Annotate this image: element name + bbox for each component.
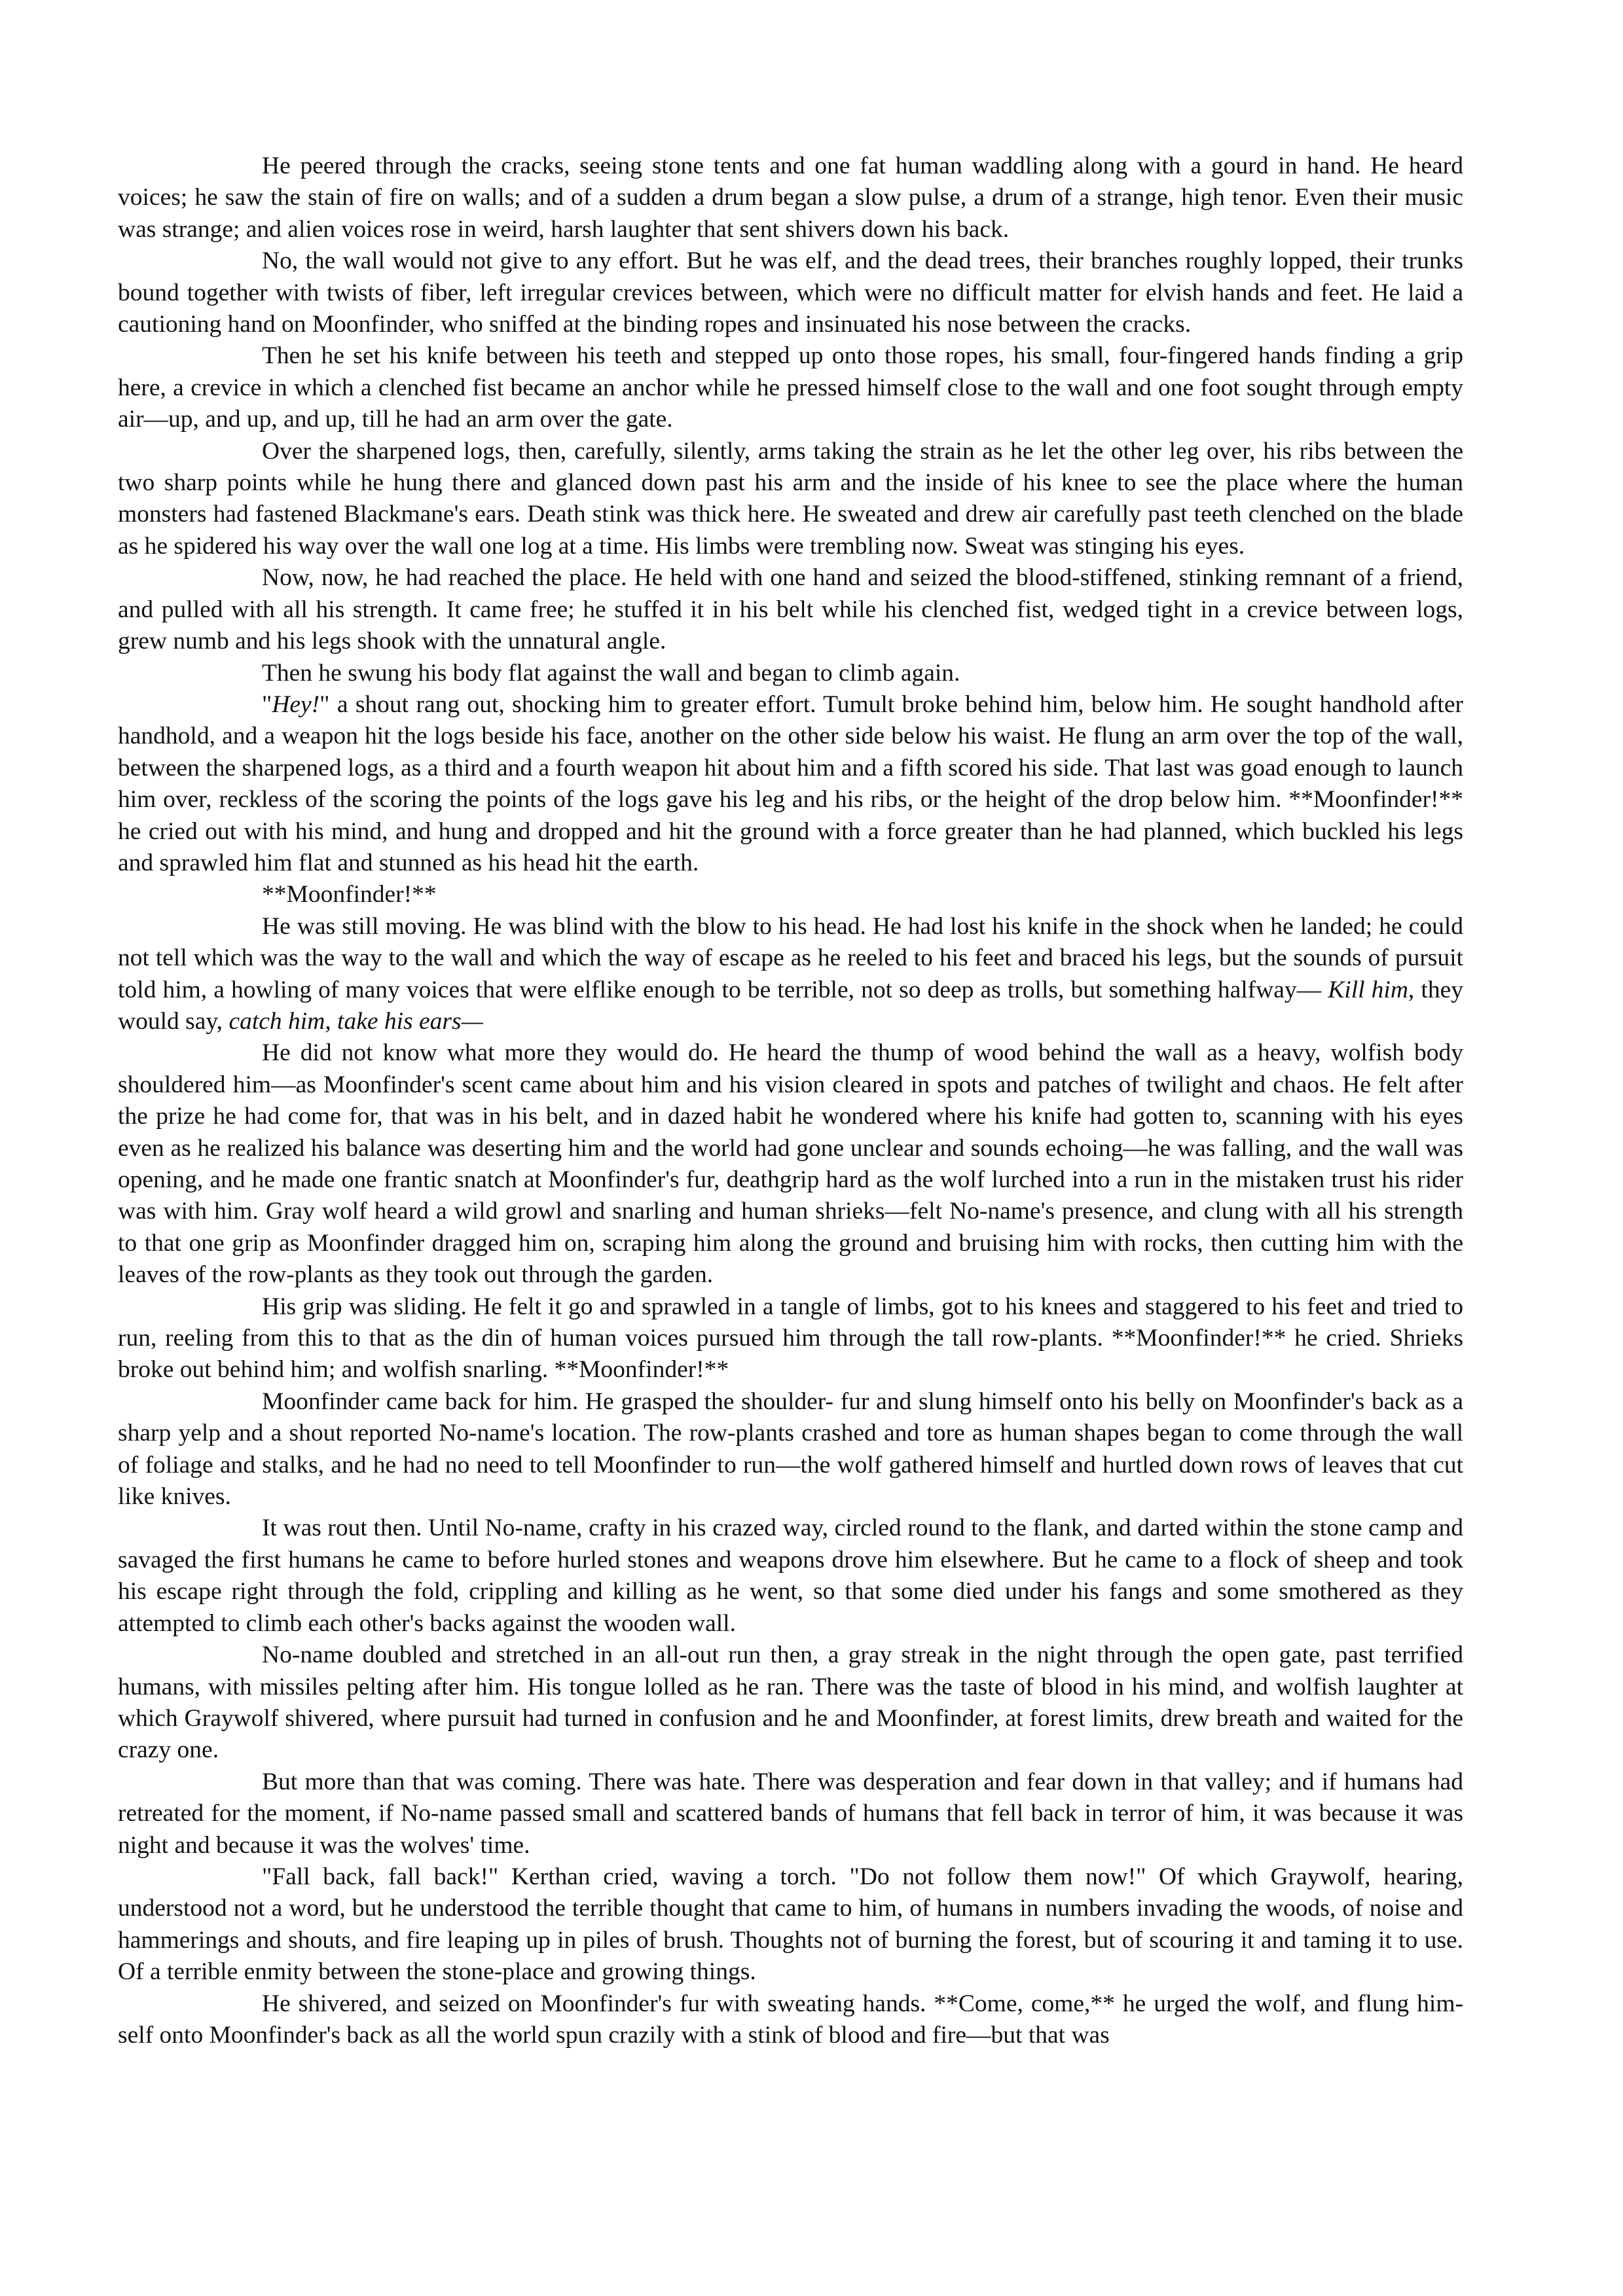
paragraph: Moonfinder came back for him. He grasped the shoulder- fur and slung himself onto his belly on Moonfinder's back as a sharp yelp and a shout reported No-name's location. The row-plants crashed and tore as human shapes began to come through the wall of foliage and stalks, and he had no need to tell Moonfinder to run—the wolf gathered himself and hurtled down rows of leaves that cut like knives. (118, 1388, 1463, 1511)
paragraph: But more than that was coming. There was hate. There was desperation and fear down in that valley; and if humans had retreated for the moment, if No-name passed small and scattered bands of humans that fell back in terror of him, it was because it was night and because it was the wolves' time. (118, 1768, 1463, 1859)
paragraph: No, the wall would not give to any effort. But he was elf, and the dead trees, their branches roughly lopped, their trunks bound together with twists of fiber, left irregular crevices between, which were no difficult matter for elvish hands and feet. He laid a cautioning hand on Moonfinder, who sniffed at the binding ropes and insinuated his nose between the cracks. (118, 247, 1463, 338)
paragraph: No-name doubled and stretched in an all-out run then, a gray streak in the night through the open gate, past terrified humans, with missiles pelting after him. His tongue lolled as he ran. There was the taste of blood in his mind, and wolfish laughter at which Graywolf shivered, where pursuit had turned in confusion and he and Moonfinder, at forest limits, drew breath and waited for the crazy one. (118, 1641, 1463, 1764)
document-page (118, 151, 1463, 2051)
paragraph-text-segment: He was still moving. He was blind with the blow to his head. He had lost his knife in the shock when he landed; he could not tell which was the way to the wall and which the way of escape as he reeled to his feet and braced his legs, but the sounds of pursuit told him, a howling of many voices that were elflike enough to be terrible, not so deep as trolls, but something halfway— (118, 912, 1463, 1003)
italic-text: catch him, take his ears— (228, 1007, 483, 1035)
paragraph: He did not know what more they would do. He heard the thump of wood behind the wall as a heavy, wolfish body shouldered him—as Moonfinder's scent came about him and his vision cleared in spots and patches of twilight and chaos. He felt after the prize he had come for, that was in his belt, and in dazed habit he wondered where his knife had gotten to, scanning with his eyes even as he realized his balance was deserting him and the world had gone unclear and sounds echoing—he was falling, and the wall was opening, and he made one frantic snatch at Moonfinder's fur, deathgrip hard as the wolf lurched into a run in the mistaken trust his rider was with him. Gray wolf heard a wild growl and snarling and human shrieks—felt No-name's presence, and clung with all his strength to that one grip as Moonfinder dragged him on, scraping him along the ground and bruising him with rocks, then cutting him with the leaves of the row-plants as they took out through the garden. (118, 1039, 1463, 1289)
italic-text: Kill him (1328, 976, 1408, 1003)
paragraph: Then he swung his body flat against the wall and began to climb again. (262, 659, 960, 687)
paragraph: "Fall back, fall back!" Kerthan cried, waving a torch. "Do not follow them now!" Of which Graywolf, hearing, understood not a word, but he understood the terrible thought that came to him, of humans in numbers invading the woods, of noise and hammerings and shouts, and fire leaping up in piles of brush. Thoughts not of burning the forest, but of scouring it and taming it to use. Of a terrible enmity between the stone-place and growing things. (118, 1863, 1463, 1986)
paragraph (118, 689, 1463, 879)
paragraph-text-segment: , they would say, (118, 976, 1463, 1035)
paragraph: Now, now, he had reached the place. He held with one hand and seized the blood-stiffened, stinking remnant of a friend, and pulled with all his strength. It came free; he stuffed it in his belt while his clenched fist, wedged tight in a crevice between logs, grew numb and his legs shook with the unnatural angle. (118, 564, 1463, 655)
paragraph: **Moonfinder!** (262, 881, 437, 908)
paragraph: He peered through the cracks, seeing stone tents and one fat human waddling along with a gourd in hand. He heard voices; he saw the stain of fire on walls; and of a sudden a drum began a slow pulse, a drum of a strange, high tenor. Even their music was strange; and alien voices rose in weird, harsh laughter that sent shivers down his back. (118, 152, 1463, 243)
italic-text: Hey! (272, 691, 320, 718)
paragraph: His grip was sliding. He felt it go and sprawled in a tangle of limbs, got to his knees and staggered to his feet and tried to run, reeling from this to that as the din of human voices pursued him through the tall row-plants. **Moonfinder!** he cried. Shrieks broke out behind him; and wolfish snarling. **Moonfinder!** (118, 1293, 1463, 1384)
paragraph: He shivered, and seized on Moonfinder's fur with sweating hands. **Come, come,** he urged the wolf, and flung him- self onto Moonfinder's back as all the world spun crazily with a stink of blood and fire—but that was (118, 1990, 1463, 2049)
paragraph-text-segment: " a shout rang out, shocking him to greater effort. Tumult broke behind him, below him. He sought handhold after handhold, and a weapon hit the logs beside his face, another on the other side below his waist. He flung an arm over the top of the wall, between the sharpened logs, as a third and a fourth weapon hit about him and a fifth scored his side. That last was goad enough to launch him over, reckless of the scoring the points of the logs gave his leg and his ribs, or the height of the drop below him. **Moonfinder!** he cried out with his mind, and hung and dropped and hit the ground with a force greater than he had planned, which buckled his legs and sprawled him flat and stunned as his head hit the earth. (118, 691, 1464, 876)
paragraph (118, 911, 1463, 1038)
paragraph: Over the sharpened logs, then, carefully, silently, arms taking the strain as he let the other leg over, his ribs between the two sharp points while he hung there and glanced down past his arm and the inside of his knee to see the place where the human monsters had fastened Blackmane's ears. Death stink was thick here. He sweated and drew air carefully past teeth clenched on the blade as he spidered his way over the wall one log at a time. His limbs were trembling now. Sweat was stinging his eyes. (118, 437, 1463, 560)
paragraph: It was rout then. Until No-name, crafty in his crazed way, circled round to the flank, and darted within the stone camp and savaged the first humans he came to before hurled stones and weapons drove him elsewhere. But he came to a flock of sheep and took his escape right through the fold, crippling and killing as he went, so that some died under his fangs and some smothered as they attempted to climb each other's backs against the wooden wall. (118, 1515, 1463, 1637)
paragraph-text-segment: " (262, 691, 272, 718)
paragraph: Then he set his knife between his teeth and stepped up onto those ropes, his small, four-fingered hands finding a grip here, a crevice in which a clenched fist became an anchor while he pressed himself close to the wall and one foot sought through empty air—up, and up, and up, till he had an arm over the gate. (118, 342, 1463, 433)
